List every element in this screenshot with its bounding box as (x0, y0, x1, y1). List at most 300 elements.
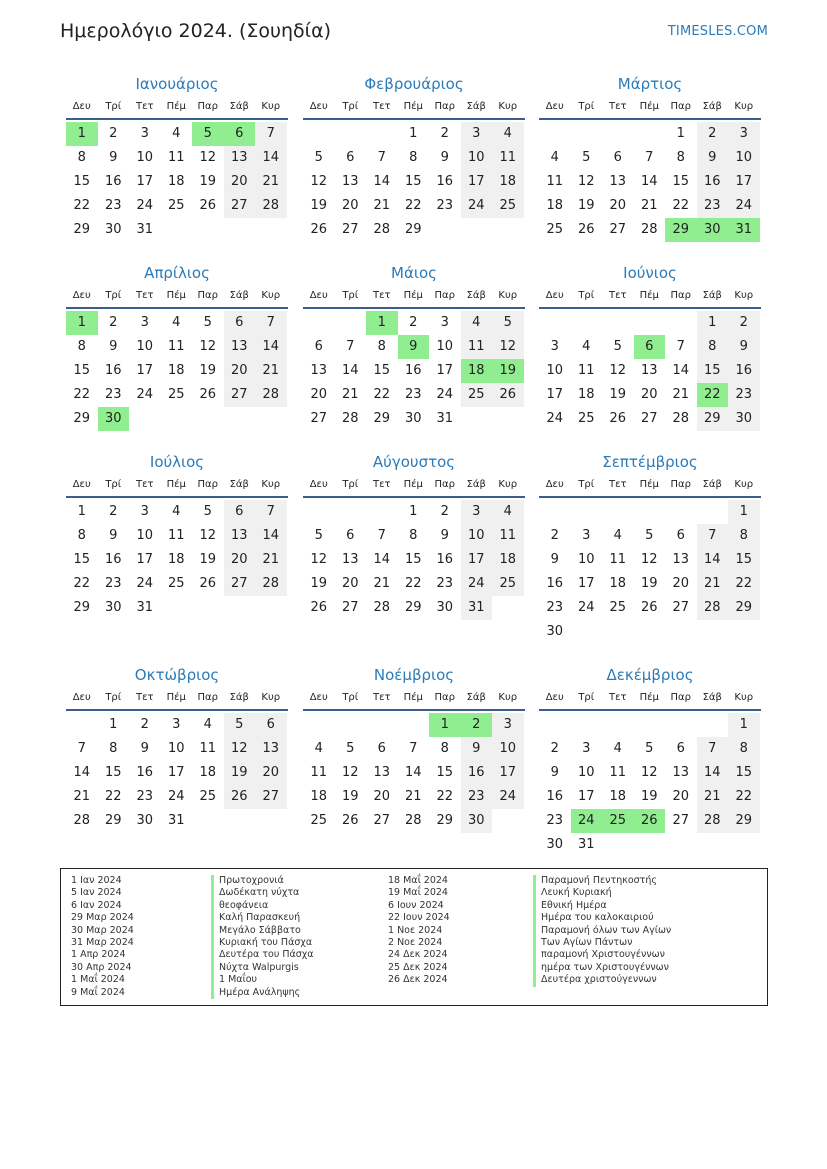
day-cell: 3 (492, 713, 524, 737)
day-cell: 26 (310, 600, 328, 615)
day-cell: 4 (613, 741, 622, 756)
day-cell: 16 (546, 576, 564, 591)
day-cell: 16 (436, 552, 454, 567)
day-cell: 11 (167, 528, 185, 543)
day-cell: 22 (404, 198, 422, 213)
day-cell: 6 (613, 150, 622, 165)
weekday-label: Σάβ (702, 692, 722, 703)
weekday-label: Πέμ (403, 479, 423, 490)
weekday-label: Σάβ (229, 692, 249, 703)
day-cell: 19 (310, 576, 328, 591)
day-cell: 23 (461, 785, 493, 809)
day-cell: 6 (346, 150, 355, 165)
empty-day-cell (634, 311, 666, 335)
holiday-date: 25 Δεκ 2024 (388, 961, 448, 973)
day-cell: 16 (546, 789, 564, 804)
day-cell: 24 (546, 411, 564, 426)
day-cell: 25 (167, 387, 185, 402)
weekday-label: Σάβ (466, 692, 486, 703)
day-cell: 11 (609, 765, 627, 780)
weekday-label: Παρ (670, 692, 691, 703)
day-cell: 18 (546, 198, 564, 213)
holiday-day-cell: 25 (602, 809, 634, 833)
day-cell: 13 (609, 174, 627, 189)
day-cell: 10 (461, 146, 493, 170)
day-cell: 5 (582, 150, 591, 165)
day-cell: 31 (167, 813, 185, 828)
weekday-label: Δευ (545, 101, 564, 112)
day-cell: 19 (199, 552, 217, 567)
day-cell: 25 (492, 572, 524, 596)
weekday-label: Πέμ (403, 692, 423, 703)
month-calendar (303, 72, 525, 242)
weekday-label: Πέμ (166, 692, 186, 703)
day-cell: 5 (645, 528, 654, 543)
day-cell: 20 (224, 359, 256, 383)
day-cell: 21 (672, 387, 690, 402)
day-cell: 15 (373, 363, 391, 378)
day-cell: 3 (461, 500, 493, 524)
empty-day-cell (697, 713, 729, 737)
day-cell: 16 (104, 174, 122, 189)
weekday-label: Σάβ (702, 290, 722, 301)
day-cell: 24 (136, 387, 154, 402)
month-name: Δεκέμβριος (606, 666, 694, 684)
holiday-date: 19 Μαΐ 2024 (388, 887, 448, 899)
day-cell: 28 (255, 383, 287, 407)
day-cell: 19 (577, 198, 595, 213)
day-cell: 18 (167, 552, 185, 567)
day-cell: 16 (104, 363, 122, 378)
day-cell: 18 (492, 548, 524, 572)
day-cell: 23 (104, 576, 122, 591)
day-cell: 2 (409, 315, 418, 330)
holiday-name: Λευκή Κυριακή (533, 887, 671, 899)
day-cell: 26 (224, 785, 256, 809)
month-name: Νοέμβριος (373, 666, 455, 684)
weekday-label: Δευ (545, 692, 564, 703)
day-cell: 29 (73, 222, 91, 237)
empty-day-cell (539, 500, 571, 524)
weekday-label: Παρ (197, 692, 218, 703)
weekday-label: Δευ (309, 101, 328, 112)
holiday-day-cell: 31 (728, 218, 760, 242)
day-cell: 16 (136, 765, 154, 780)
day-cell: 2 (440, 126, 449, 141)
day-cell: 30 (546, 624, 564, 639)
day-cell: 8 (77, 528, 86, 543)
day-cell: 7 (346, 339, 355, 354)
day-cell: 27 (640, 411, 658, 426)
holiday-name: Ημέρα του καλοκαιριού (533, 912, 671, 924)
day-cell: 21 (73, 789, 91, 804)
month-calendar (303, 261, 525, 431)
day-cell: 15 (104, 765, 122, 780)
day-cell: 21 (373, 576, 391, 591)
day-cell: 6 (676, 741, 685, 756)
day-cell: 27 (609, 222, 627, 237)
weekday-label: Πέμ (403, 101, 423, 112)
day-cell: 27 (672, 813, 690, 828)
weekday-label: Κυρ (498, 479, 518, 490)
weekday-header (303, 474, 525, 498)
holiday-day-cell: 1 (66, 311, 98, 335)
day-cell: 20 (373, 789, 391, 804)
weekday-label: Παρ (670, 479, 691, 490)
day-cell: 14 (373, 552, 391, 567)
day-cell: 14 (73, 765, 91, 780)
month-name: Μάρτιος (617, 75, 683, 93)
day-cell: 16 (461, 761, 493, 785)
weekday-label: Παρ (434, 101, 455, 112)
day-cell: 9 (697, 146, 729, 170)
weekday-label: Τετ (608, 692, 627, 703)
day-cell: 4 (550, 150, 559, 165)
holiday-dates-column-1 (71, 875, 134, 999)
weekday-label: Τετ (372, 101, 391, 112)
empty-day-cell (602, 500, 634, 524)
day-cell: 3 (728, 122, 760, 146)
days-grid (539, 122, 761, 242)
weekday-header (66, 474, 288, 498)
day-cell: 12 (310, 552, 328, 567)
empty-day-cell (335, 713, 367, 737)
day-cell: 23 (136, 789, 154, 804)
day-cell: 5 (346, 741, 355, 756)
holiday-date: 31 Μαρ 2024 (71, 936, 134, 948)
day-cell: 18 (492, 170, 524, 194)
weekday-header (66, 285, 288, 309)
day-cell: 30 (104, 600, 122, 615)
holiday-day-cell: 22 (697, 383, 729, 407)
day-cell: 12 (341, 765, 359, 780)
day-cell: 4 (461, 311, 493, 335)
holiday-name: Νύχτα Walpurgis (211, 962, 314, 974)
day-cell: 9 (109, 528, 118, 543)
holiday-day-cell: 9 (398, 335, 430, 359)
day-cell: 17 (167, 765, 185, 780)
weekday-label: Κυρ (498, 101, 518, 112)
day-cell: 14 (255, 524, 287, 548)
day-cell: 22 (672, 198, 690, 213)
day-cell: 28 (341, 411, 359, 426)
day-cell: 15 (697, 359, 729, 383)
holiday-day-cell: 1 (366, 311, 398, 335)
day-cell: 25 (577, 411, 595, 426)
empty-day-cell (66, 713, 98, 737)
weekday-label: Τρί (578, 101, 595, 112)
holiday-date: 18 Μαΐ 2024 (388, 875, 448, 886)
day-cell: 15 (404, 552, 422, 567)
day-cell: 25 (492, 194, 524, 218)
day-cell: 3 (140, 504, 149, 519)
weekday-label: Πέμ (639, 101, 659, 112)
weekday-header (303, 687, 525, 711)
day-cell: 16 (436, 174, 454, 189)
brand-link[interactable]: TIMESLES.COM (667, 24, 768, 39)
day-cell: 6 (224, 311, 256, 335)
day-cell: 5 (203, 315, 212, 330)
day-cell: 12 (199, 528, 217, 543)
day-cell: 22 (728, 572, 760, 596)
day-cell: 10 (546, 363, 564, 378)
days-grid (303, 500, 525, 620)
holiday-names-column-1 (211, 875, 314, 999)
day-cell: 19 (341, 789, 359, 804)
day-cell: 6 (676, 528, 685, 543)
day-cell: 20 (640, 387, 658, 402)
weekday-label: Τρί (578, 692, 595, 703)
day-cell: 19 (640, 789, 658, 804)
day-cell: 28 (697, 809, 729, 833)
holiday-day-cell: 6 (224, 122, 256, 146)
weekday-header (66, 687, 288, 711)
day-cell: 21 (373, 198, 391, 213)
weekday-header (539, 687, 761, 711)
weekday-label: Δευ (72, 101, 91, 112)
empty-day-cell (571, 122, 603, 146)
day-cell: 31 (136, 600, 154, 615)
day-cell: 23 (546, 600, 564, 615)
day-cell: 13 (310, 363, 328, 378)
weekday-header (539, 96, 761, 120)
day-cell: 28 (373, 600, 391, 615)
day-cell: 14 (672, 363, 690, 378)
weekday-label: Κυρ (734, 101, 754, 112)
day-cell: 8 (728, 737, 760, 761)
holiday-name: Δευτέρα χριστούγεννων (533, 974, 671, 986)
holiday-name: παραμονή Χριστουγέννων (533, 949, 671, 961)
holidays-legend (60, 868, 768, 1006)
holiday-date: 26 Δεκ 2024 (388, 974, 448, 986)
holiday-day-cell: 30 (98, 407, 130, 431)
days-grid (303, 713, 525, 833)
holiday-date: 1 Απρ 2024 (71, 949, 126, 961)
day-cell: 21 (255, 170, 287, 194)
months-grid (66, 0, 766, 860)
empty-day-cell (571, 713, 603, 737)
empty-day-cell (366, 500, 398, 524)
day-cell: 10 (136, 528, 154, 543)
day-cell: 13 (341, 552, 359, 567)
day-cell: 7 (377, 528, 386, 543)
empty-day-cell (571, 311, 603, 335)
day-cell: 25 (609, 600, 627, 615)
day-cell: 8 (409, 528, 418, 543)
day-cell: 29 (373, 411, 391, 426)
day-cell: 21 (697, 572, 729, 596)
day-cell: 10 (728, 146, 760, 170)
day-cell: 18 (577, 387, 595, 402)
weekday-label: Τετ (135, 692, 154, 703)
day-cell: 28 (697, 596, 729, 620)
day-cell: 8 (697, 335, 729, 359)
holiday-date: 2 Νοε 2024 (388, 936, 443, 948)
holiday-date: 1 Νοε 2024 (388, 924, 443, 936)
day-cell: 26 (341, 813, 359, 828)
empty-day-cell (539, 311, 571, 335)
day-cell: 3 (172, 717, 181, 732)
weekday-header (539, 285, 761, 309)
holiday-dates-column-2 (388, 875, 450, 987)
day-cell: 5 (224, 713, 256, 737)
day-cell: 18 (310, 789, 328, 804)
day-cell: 12 (310, 174, 328, 189)
holiday-date: 9 Μαΐ 2024 (71, 986, 125, 998)
holiday-date: 22 Ιουν 2024 (388, 912, 450, 924)
day-cell: 3 (440, 315, 449, 330)
weekday-label: Τρί (342, 290, 359, 301)
day-cell: 5 (492, 311, 524, 335)
day-cell: 8 (728, 524, 760, 548)
weekday-label: Δευ (309, 479, 328, 490)
day-cell: 20 (224, 548, 256, 572)
day-cell: 2 (728, 311, 760, 335)
day-cell: 28 (672, 411, 690, 426)
weekday-label: Τρί (105, 101, 122, 112)
day-cell: 5 (203, 504, 212, 519)
day-cell: 21 (640, 198, 658, 213)
day-cell: 19 (609, 387, 627, 402)
day-cell: 26 (199, 198, 217, 213)
day-cell: 6 (255, 713, 287, 737)
day-cell: 17 (136, 363, 154, 378)
day-cell: 12 (199, 150, 217, 165)
holiday-date: 30 Μαρ 2024 (71, 924, 134, 936)
day-cell: 10 (136, 150, 154, 165)
day-cell: 24 (492, 785, 524, 809)
day-cell: 11 (310, 765, 328, 780)
day-cell: 9 (140, 741, 149, 756)
day-cell: 29 (728, 809, 760, 833)
day-cell: 13 (341, 174, 359, 189)
day-cell: 10 (492, 737, 524, 761)
day-cell: 18 (199, 765, 217, 780)
weekday-header (539, 474, 761, 498)
day-cell: 13 (224, 335, 256, 359)
month-calendar (66, 261, 288, 431)
month-calendar (539, 72, 761, 242)
holiday-date: 5 Ιαν 2024 (71, 887, 122, 899)
holiday-day-cell: 6 (634, 335, 666, 359)
weekday-label: Τετ (372, 692, 391, 703)
day-cell: 2 (550, 528, 559, 543)
day-cell: 8 (676, 150, 685, 165)
days-grid (303, 311, 525, 431)
day-cell: 13 (672, 765, 690, 780)
day-cell: 11 (167, 339, 185, 354)
day-cell: 9 (461, 737, 493, 761)
holiday-date: 24 Δεκ 2024 (388, 949, 448, 961)
day-cell: 8 (377, 339, 386, 354)
day-cell: 30 (136, 813, 154, 828)
weekday-label: Παρ (670, 290, 691, 301)
day-cell: 9 (728, 335, 760, 359)
day-cell: 29 (73, 600, 91, 615)
weekday-label: Κυρ (498, 290, 518, 301)
day-cell: 14 (697, 761, 729, 785)
day-cell: 11 (546, 174, 564, 189)
day-cell: 20 (672, 576, 690, 591)
weekday-label: Τετ (608, 479, 627, 490)
weekday-label: Κυρ (734, 290, 754, 301)
day-cell: 7 (697, 737, 729, 761)
day-cell: 10 (461, 524, 493, 548)
day-cell: 3 (461, 122, 493, 146)
weekday-label: Σάβ (702, 101, 722, 112)
day-cell: 6 (314, 339, 323, 354)
day-cell: 10 (167, 741, 185, 756)
month-calendar (303, 663, 525, 833)
day-cell: 4 (492, 122, 524, 146)
holiday-name: 1 Μαΐου (211, 974, 314, 986)
day-cell: 6 (346, 528, 355, 543)
day-cell: 23 (728, 383, 760, 407)
day-cell: 27 (224, 572, 256, 596)
day-cell: 12 (224, 737, 256, 761)
empty-day-cell (634, 500, 666, 524)
day-cell: 2 (697, 122, 729, 146)
weekday-label: Πέμ (639, 290, 659, 301)
empty-day-cell (665, 713, 697, 737)
month-calendar (539, 450, 761, 644)
holiday-name: Πρωτοχρονιά (211, 875, 314, 887)
holiday-day-cell: 2 (461, 713, 493, 737)
weekday-label: Σάβ (229, 101, 249, 112)
day-cell: 17 (136, 174, 154, 189)
day-cell: 20 (341, 198, 359, 213)
day-cell: 30 (461, 809, 493, 833)
holiday-name: Εθνική Ημέρα (533, 900, 671, 912)
day-cell: 15 (73, 363, 91, 378)
day-cell: 1 (676, 126, 685, 141)
day-cell: 24 (136, 576, 154, 591)
empty-day-cell (303, 713, 335, 737)
days-grid (539, 311, 761, 431)
day-cell: 7 (377, 150, 386, 165)
day-cell: 30 (104, 222, 122, 237)
empty-day-cell (665, 500, 697, 524)
day-cell: 26 (577, 222, 595, 237)
day-cell: 24 (167, 789, 185, 804)
day-cell: 23 (104, 387, 122, 402)
day-cell: 20 (224, 170, 256, 194)
day-cell: 13 (373, 765, 391, 780)
day-cell: 30 (546, 837, 564, 852)
day-cell: 24 (461, 194, 493, 218)
day-cell: 15 (73, 174, 91, 189)
day-cell: 14 (697, 548, 729, 572)
weekday-label: Δευ (309, 692, 328, 703)
month-calendar (66, 72, 288, 242)
month-name: Φεβρουάριος (364, 75, 464, 93)
day-cell: 14 (255, 146, 287, 170)
day-cell: 18 (609, 789, 627, 804)
empty-day-cell (634, 122, 666, 146)
day-cell: 6 (377, 741, 386, 756)
day-cell: 4 (172, 315, 181, 330)
days-grid (66, 713, 288, 833)
day-cell: 2 (550, 741, 559, 756)
day-cell: 5 (314, 150, 323, 165)
day-cell: 7 (409, 741, 418, 756)
page-title: Ημερολόγιο 2024. (Σουηδία) (60, 20, 332, 42)
day-cell: 30 (436, 600, 454, 615)
day-cell: 14 (373, 174, 391, 189)
holiday-name: Παραμονή Πεντηκοστής (533, 875, 671, 887)
weekday-label: Σάβ (229, 479, 249, 490)
day-cell: 29 (73, 411, 91, 426)
